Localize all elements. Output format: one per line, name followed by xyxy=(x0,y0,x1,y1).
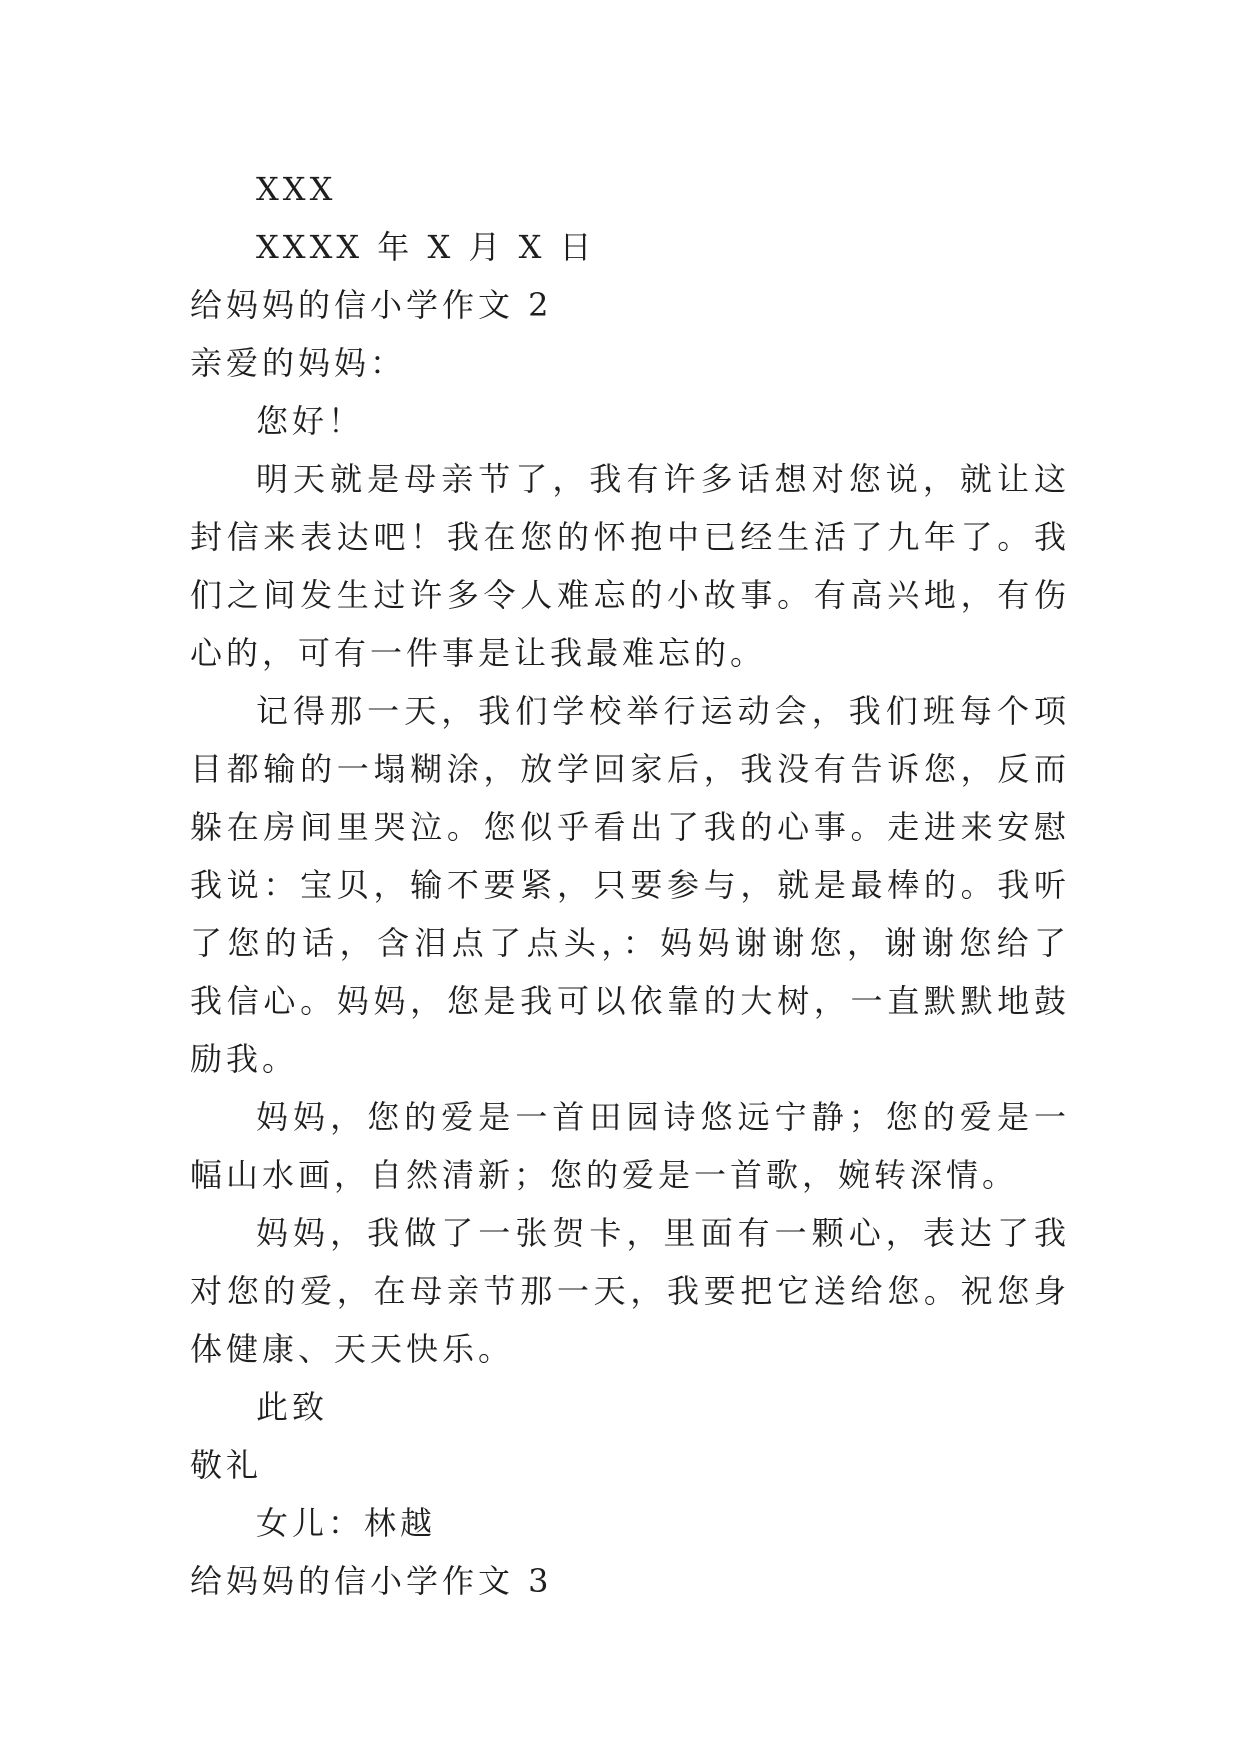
letter2-salutation: 亲爱的妈妈： xyxy=(190,344,407,382)
letter2-heading: 给妈妈的信小学作文 2 xyxy=(190,286,553,324)
previous-letter-signature: XXX xyxy=(256,170,337,208)
letter2-paragraph-4: 妈妈，我做了一张贺卡，里面有一颗心，表达了我对您的爱，在母亲节那一天，我要把它送给您。祝您身体健康、天天快乐。 xyxy=(190,1214,1070,1368)
letter2-paragraph-1: 明天就是母亲节了，我有许多话想对您说，就让这封信来表达吧！我在您的怀抱中已经生活了九年了。我们之间发生过许多令人难忘的小故事。有高兴地，有伤心的，可有一件事是让我最难忘的。 xyxy=(190,460,1070,672)
letter2-closing-2: 敬礼 xyxy=(190,1446,263,1484)
letter3-heading: 给妈妈的信小学作文 3 xyxy=(190,1562,553,1600)
letter2-paragraph-2: 记得那一天，我们学校举行运动会，我们班每个项目都输的一塌糊涂，放学回家后，我没有告诉您，反而躲在房间里哭泣。您似乎看出了我的心事。走进来安慰我说：宝贝，输不要紧，只要参与，就是最棒的。我听了您的话，含泪点了点头，：妈妈谢谢您，谢谢您给了我信心。妈妈，您是我可以依靠的大树，一直默默地鼓励我。 xyxy=(190,692,1070,1078)
document-body xyxy=(190,160,1070,1610)
letter2-greeting: 您好！ xyxy=(256,402,365,440)
previous-letter-date: XXXX 年 X 月 X 日 xyxy=(256,228,596,266)
letter2-closing-1: 此致 xyxy=(256,1388,329,1426)
letter2-paragraph-3: 妈妈，您的爱是一首田园诗悠远宁静；您的爱是一幅山水画，自然清新；您的爱是一首歌，婉转深情。 xyxy=(190,1098,1070,1194)
letter2-signature: 女儿：林越 xyxy=(256,1504,437,1542)
